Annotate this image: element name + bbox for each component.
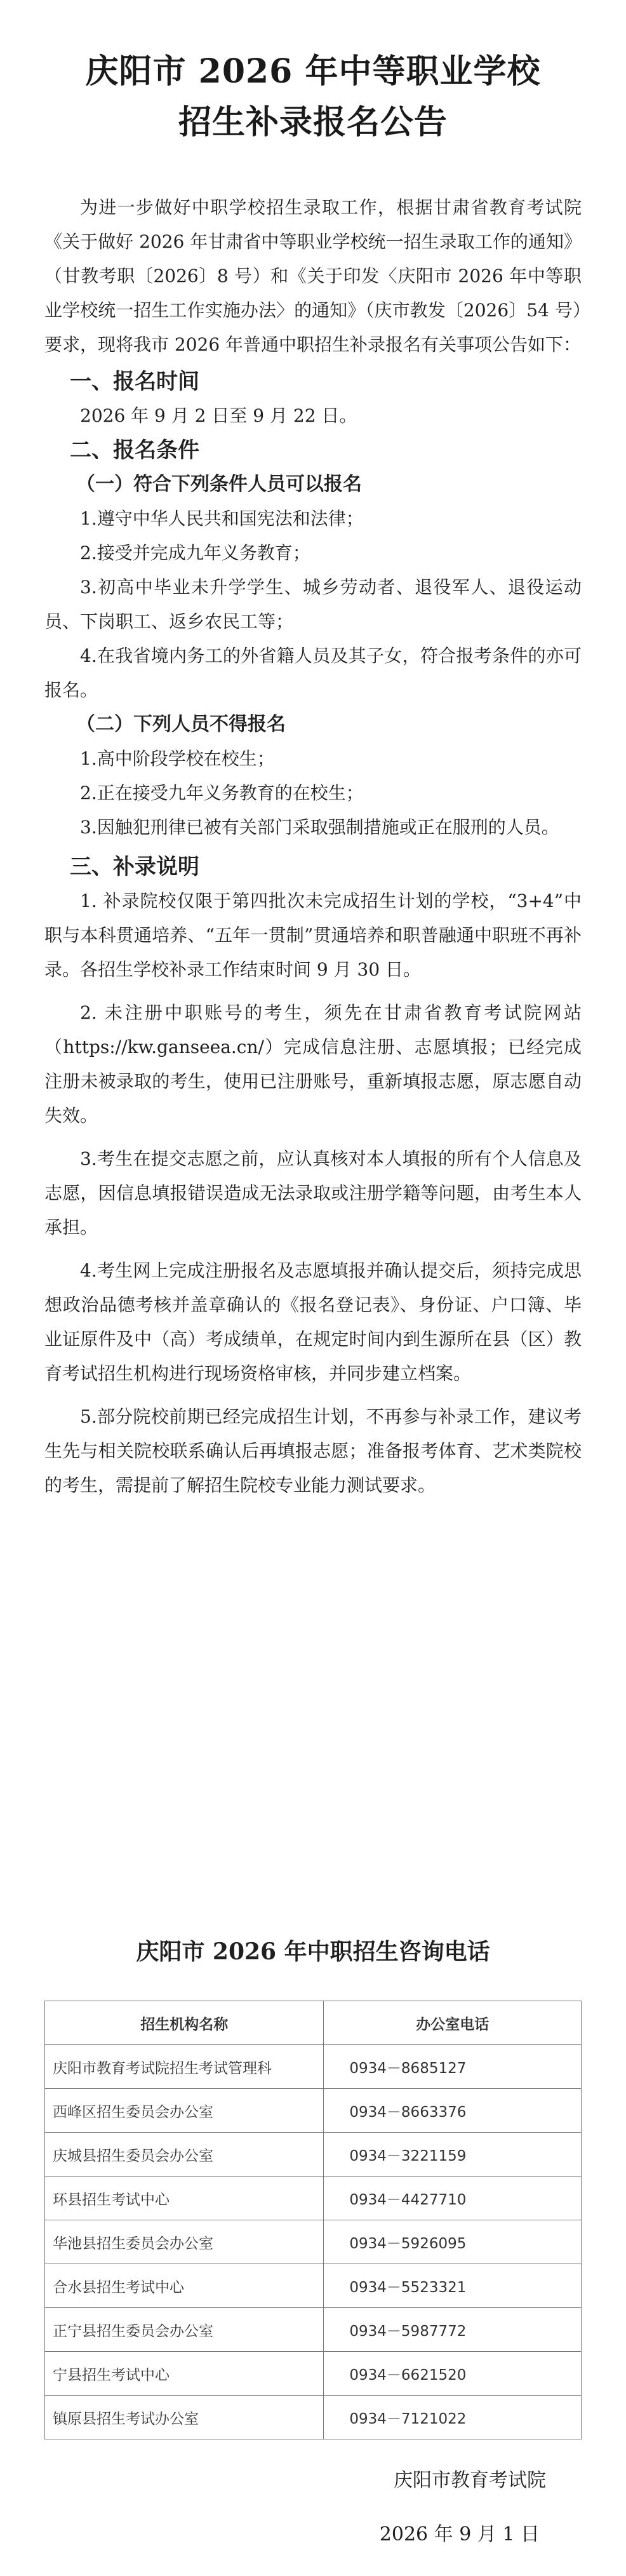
- org-cell: 庆城县招生委员会办公室: [45, 2133, 324, 2177]
- notice-body: [44, 191, 582, 1503]
- phone-cell: 0934－7121022: [324, 2396, 582, 2439]
- section1-heading: 一、报名时间: [70, 369, 199, 394]
- column-header-org: 招生机构名称: [45, 2001, 324, 2045]
- signature-date: 2026 年 9 月 1 日: [379, 2523, 540, 2546]
- list-item: 1.遵守中华人民共和国宪法和法律；: [80, 508, 364, 529]
- phone-cell: 0934－6621520: [324, 2352, 582, 2396]
- contacts-table: [44, 2001, 582, 2439]
- page-title-line2: 招生补录报名公告: [178, 103, 448, 142]
- table-row: [45, 2177, 582, 2220]
- phone-cell: 0934－8685127: [324, 2045, 582, 2089]
- list-item: 3.因触犯刑律已被有关部门采取强制措施或正在服刑的人员。: [80, 817, 559, 838]
- phone-cell: 0934－3221159: [324, 2133, 582, 2177]
- org-cell: 合水县招生考试中心: [45, 2264, 324, 2308]
- table-row: [45, 2133, 582, 2177]
- phone-cell: 0934－4427710: [324, 2177, 582, 2220]
- phone-cell: 0934－8663376: [324, 2089, 582, 2133]
- section2-heading: 二、报名条件: [70, 438, 199, 463]
- section3-heading: 三、补录说明: [70, 854, 199, 880]
- section2-sub1-heading: （一）符合下列条件人员可以报名: [76, 473, 362, 495]
- org-cell: 镇原县招生考试办公室: [45, 2396, 324, 2439]
- table-row: [45, 2308, 582, 2352]
- table-row: [45, 2264, 582, 2308]
- table-row: [45, 2396, 582, 2439]
- intro-paragraph: 为进一步做好中职学校招生录取工作，根据甘肃省教育考试院《关于做好 2026 年甘肃省中等职业学校统一招生录取工作的通知》（甘教考职〔2026〕8 号）和《关于印发〈庆阳市 2026 年中等职业学校统一招生工作实施办法〉的通知》（庆市教发〔2026〕54 号）要求，现将我市 2026 年普通中职招生补录报名有关事项公告如下：: [44, 197, 582, 355]
- list-item: 2. 未注册中职账号的考生，须先在甘肃省教育考试院网站（https://kw.ganseea.cn/）完成信息注册、志愿填报；已经完成注册未被录取的考生，使用已注册账号，重新填报志愿，原志愿自动失效。: [44, 1002, 582, 1126]
- table-row: [45, 2220, 582, 2264]
- contacts-title: 庆阳市 2026 年中职招生咨询电话: [136, 1938, 490, 1965]
- org-cell: 西峰区招生委员会办公室: [45, 2089, 324, 2133]
- list-item: 5.部分院校前期已经完成招生计划，不再参与补录工作，建议考生先与相关院校联系确认后再填报志愿；准备报考体育、艺术类院校的考生，需提前了解招生院校专业能力测试要求。: [44, 1406, 582, 1496]
- org-cell: 正宁县招生委员会办公室: [45, 2308, 324, 2352]
- org-cell: 庆阳市教育考试院招生考试管理科: [45, 2045, 324, 2089]
- section1-text: 2026 年 9 月 2 日至 9 月 22 日。: [80, 405, 357, 426]
- list-item: 1. 补录院校仅限于第四批次未完成招生计划的学校，“3+4”中职与本科贯通培养、“五年一贯制”贯通培养和职普融通中职班不再补录。各招生学校补录工作结束时间 9 月 30 日。: [44, 890, 582, 980]
- list-item: 1.高中阶段学校在校生；: [80, 748, 275, 769]
- signature-org: 庆阳市教育考试院: [394, 2469, 546, 2492]
- org-cell: 宁县招生考试中心: [45, 2352, 324, 2396]
- list-item: 2.接受并完成九年义务教育；: [80, 542, 310, 563]
- list-item: 4.考生网上完成注册报名及志愿填报并确认提交后，须持完成思想政治品德考核并盖章确认的《报名登记表》、身份证、户口簿、毕业证原件及中（高）考成绩单，在规定时间内到生源所在县（区）教育考试招生机构进行现场资格审核，并同步建立档案。: [44, 1260, 582, 1384]
- section2-sub2-heading: （二）下列人员不得报名: [76, 713, 286, 735]
- table-header-row: [45, 2001, 582, 2045]
- list-item: 4.在我省境内务工的外省籍人员及其子女，符合报考条件的亦可报名。: [44, 645, 582, 701]
- list-item: 3.初高中毕业未升学学生、城乡劳动者、退役军人、退役运动员、下岗职工、返乡农民工等；: [44, 577, 582, 632]
- table-row: [45, 2089, 582, 2133]
- table-row: [45, 2045, 582, 2089]
- org-cell: 环县招生考试中心: [45, 2177, 324, 2220]
- phone-cell: 0934－5523321: [324, 2264, 582, 2308]
- column-header-phone: 办公室电话: [324, 2001, 582, 2045]
- list-item: 3.考生在提交志愿之前，应认真核对本人填报的所有个人信息及志愿，因信息填报错误造成无法录取或注册学籍等问题，由考生本人承担。: [44, 1148, 582, 1238]
- phone-cell: 0934－5987772: [324, 2308, 582, 2352]
- table-row: [45, 2352, 582, 2396]
- phone-cell: 0934－5926095: [324, 2220, 582, 2264]
- list-item: 2.正在接受九年义务教育的在校生；: [80, 782, 364, 803]
- page-title-line1: 庆阳市 2026 年中等职业学校: [85, 52, 541, 91]
- org-cell: 华池县招生委员会办公室: [45, 2220, 324, 2264]
